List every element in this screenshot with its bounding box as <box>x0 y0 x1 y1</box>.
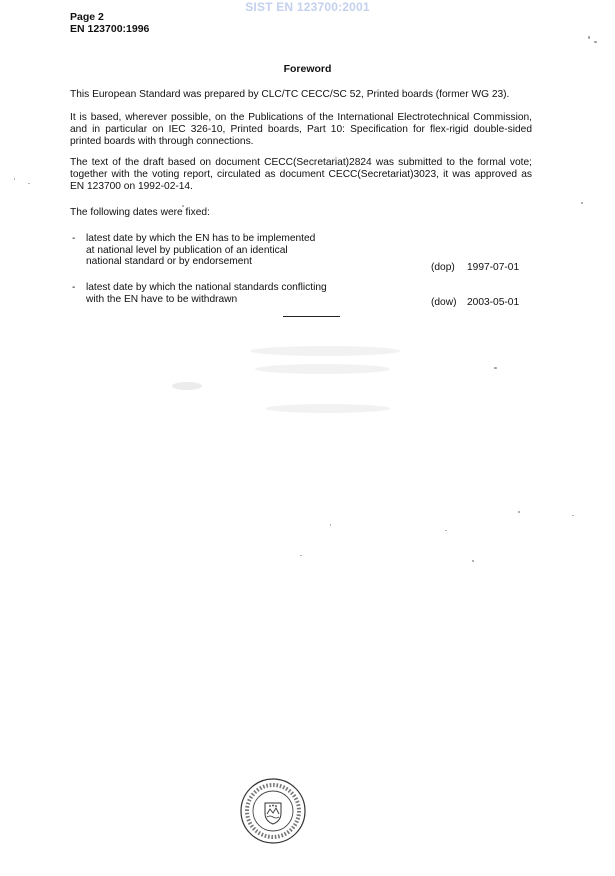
watermark: SIST EN 123700:2001 <box>245 0 370 14</box>
scan-speck <box>330 524 331 526</box>
list-item-line: national standard or by endorsement <box>86 256 252 268</box>
scan-speck <box>445 530 447 531</box>
page-number: Page 2 <box>70 11 104 23</box>
paragraph-based-on: It is based, wherever possible, on the Publications of the International Electrotechnical Commission, and in particular on IEC 326-10, Printed boards, Part 10: Specification for flex-rigid double-sided printed boards with through connections. <box>70 112 532 147</box>
scan-speck <box>472 560 474 562</box>
paragraph-dates-intro: The following dates were fixed: <box>70 207 210 218</box>
list-item-line: with the EN have to be withdrawn <box>86 293 238 305</box>
scan-speck <box>588 36 590 39</box>
list-bullet: - <box>72 282 76 293</box>
list-item-text <box>86 233 315 268</box>
official-stamp-icon <box>239 777 307 845</box>
list-item-line: at national level by publication of an identical <box>86 244 288 256</box>
bleed-through-mark <box>172 382 202 390</box>
list-item-line: latest date by which the EN has to be implemented <box>86 233 316 244</box>
bleed-through-mark <box>265 404 390 413</box>
date-value-dow: 2003-05-01 <box>467 297 520 308</box>
scan-speck <box>518 511 520 513</box>
scan-speck <box>14 178 15 180</box>
scan-speck <box>494 367 497 369</box>
paragraph-approval: The text of the draft based on document CECC(Secretariat)2824 was submitted to the formal vote; together with the voting report, circulated as document CECC(Secretariat)3023, it was approved as EN 123700 on 1992-02-14. <box>70 157 532 192</box>
bleed-through-mark <box>255 364 390 374</box>
scan-speck <box>594 41 597 43</box>
page-header <box>70 11 149 35</box>
scan-speck <box>572 515 574 516</box>
scan-speck <box>182 205 184 207</box>
end-rule <box>283 316 340 317</box>
standard-number: EN 123700:1996 <box>70 23 150 35</box>
scan-speck <box>28 183 30 184</box>
bleed-through-mark <box>250 346 400 356</box>
date-code-dow: (dow) <box>431 297 457 308</box>
scan-speck <box>581 202 583 204</box>
date-code-dop: (dop) <box>431 262 455 273</box>
paragraph-prepared-by: This European Standard was prepared by CLC/TC CECC/SC 52, Printed boards (former WG 23). <box>70 89 510 100</box>
date-value-dop: 1997-07-01 <box>467 262 520 273</box>
list-item-text <box>86 282 327 305</box>
list-item-line: latest date by which the national standards conflicting <box>86 282 327 293</box>
page-title: Foreword <box>283 63 332 75</box>
list-bullet: - <box>72 233 76 244</box>
scan-speck <box>300 555 302 556</box>
